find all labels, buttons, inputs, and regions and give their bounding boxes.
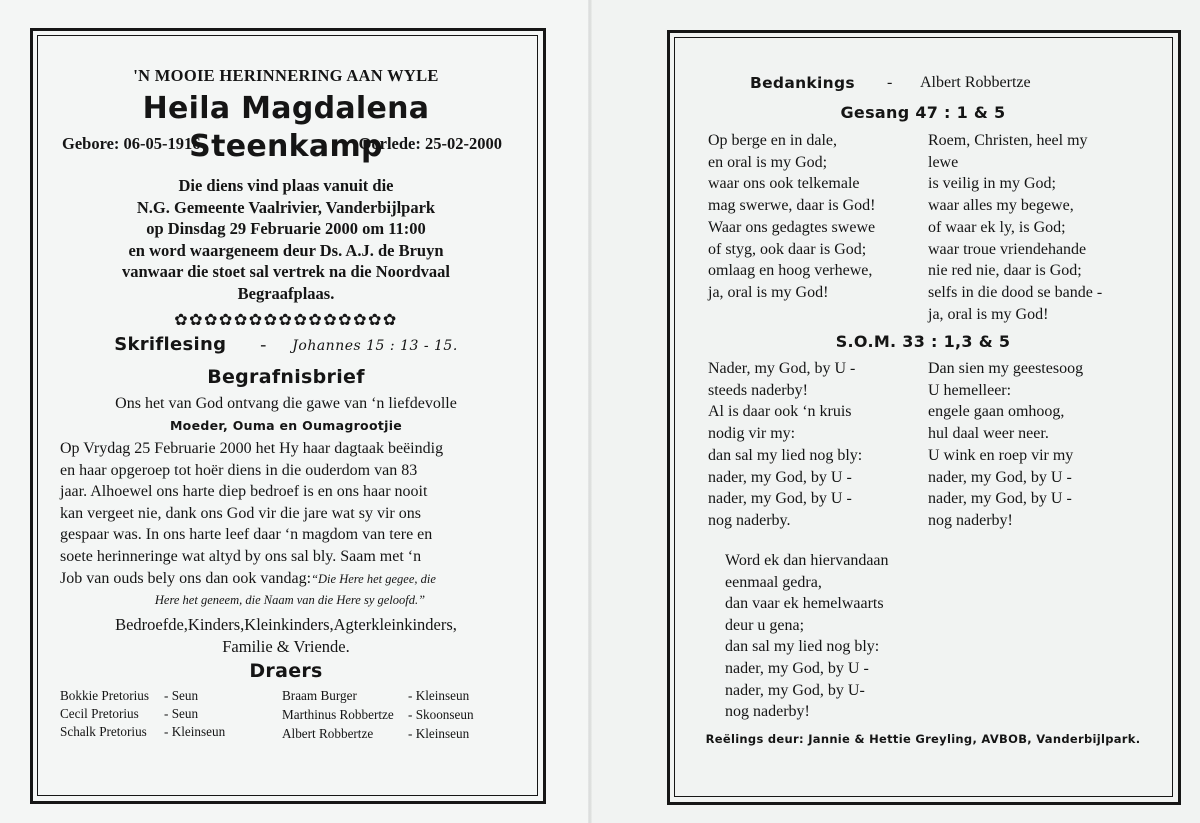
family-line: Familie & Vriende. bbox=[222, 636, 350, 656]
verse-line: deur u gena; bbox=[725, 616, 805, 634]
memorial-heading: 'N MOOIE HERINNERING AAN WYLE bbox=[133, 66, 439, 85]
service-details bbox=[42, 175, 530, 305]
verse-line: ja, oral is my God! bbox=[928, 305, 1049, 323]
letter-line: jaar. Alhoewel ons harte diep bedroef is en ons haar nooit bbox=[60, 483, 428, 501]
service-line: Die diens vind plaas vanuit die bbox=[178, 176, 394, 195]
hymn-2-verse-5 bbox=[725, 550, 889, 723]
hymn-2-title: S.O.M. 33 : 1,3 & 5 bbox=[835, 332, 1011, 351]
verse-line: dan vaar ek hemelwaarts bbox=[725, 595, 884, 613]
letter-last-text: Job van ouds bely ons dan ook vandag: bbox=[60, 569, 312, 587]
verse-line: lewe bbox=[928, 153, 959, 171]
bearer-name: Schalk Pretorius bbox=[60, 724, 147, 739]
verse-line: nader, my God, by U - bbox=[708, 468, 852, 486]
bearer-role: - Seun bbox=[164, 688, 199, 703]
thanks-label: Bedankings bbox=[750, 74, 855, 92]
verse-line: Al is daar ook ‘n kruis bbox=[708, 403, 852, 421]
verse-line: U wink en roep vir my bbox=[928, 446, 1074, 464]
scripture-quote: “Die Here het gegee, die bbox=[311, 571, 436, 586]
bearer-role: - Kleinseun bbox=[408, 726, 470, 741]
verse-line: nader, my God, by U- bbox=[725, 681, 865, 699]
dates-row bbox=[62, 134, 502, 154]
verse-line: dan sal my lied nog bly: bbox=[708, 446, 863, 464]
verse-line: dan sal my lied nog bly: bbox=[725, 638, 880, 656]
bearer-role: - Kleinseun bbox=[164, 724, 226, 739]
verse-line: Op berge en in dale, bbox=[708, 132, 837, 149]
bearer-role: - Skoonseun bbox=[408, 707, 474, 722]
deceased-name: Heila Magdalena Steenkamp bbox=[142, 91, 430, 164]
verse-line: selfs in die dood se bande - bbox=[928, 283, 1103, 301]
letter-body bbox=[60, 438, 520, 612]
letter-title: Begrafnisbrief bbox=[207, 366, 365, 388]
hymn-2-verse-3 bbox=[928, 358, 1083, 532]
verse-line: waar troue vriendehande bbox=[928, 240, 1087, 258]
verse-line: waar ons ook telkemale bbox=[708, 175, 860, 193]
letter-intro: Ons het van God ontvang die gawe van ‘n liefdevolle bbox=[115, 395, 457, 412]
verse-line: waar alles my begewe, bbox=[928, 197, 1074, 215]
verse-line: nader, my God, by U - bbox=[928, 468, 1072, 486]
verse-line: nodig vir my: bbox=[708, 425, 796, 443]
bearer-role: - Seun bbox=[164, 706, 199, 721]
bearer-name: Cecil Pretorius bbox=[60, 706, 139, 721]
verse-line: ja, oral is my God! bbox=[708, 283, 829, 301]
bearer-name: Albert Robbertze bbox=[282, 726, 374, 741]
thanks-name: Albert Robbertze bbox=[920, 74, 1031, 91]
bearers-title: Draers bbox=[249, 660, 323, 682]
letter-line: Op Vrydag 25 Februarie 2000 het Hy haar dagtaak beëindig bbox=[60, 440, 444, 457]
bearer-name: Marthinus Robbertze bbox=[282, 707, 394, 722]
verse-line: eenmaal gedra, bbox=[725, 573, 822, 591]
flower-divider: ✿✿✿✿✿✿✿✿✿✿✿✿✿✿✿ bbox=[174, 312, 398, 329]
birth-date: Gebore: 06-05-1916 bbox=[62, 134, 201, 153]
service-line: N.G. Gemeente Vaalrivier, Vanderbijlpark bbox=[136, 197, 436, 217]
verse-line: of waar ek ly, is God; bbox=[928, 218, 1066, 236]
verse-line: Word ek dan hiervandaan bbox=[725, 552, 889, 569]
scripture-reading bbox=[42, 334, 530, 355]
service-line: op Dinsdag 29 Februarie 2000 om 11:00 bbox=[146, 219, 426, 239]
service-line: en word waargeneem deur Ds. A.J. de Bruyn bbox=[128, 240, 444, 260]
verse-line: Roem, Christen, heel my bbox=[928, 132, 1088, 149]
bearer-name: Braam Burger bbox=[282, 688, 357, 703]
verse-line: Nader, my God, by U - bbox=[708, 360, 856, 377]
hymn-1-title: Gesang 47 : 1 & 5 bbox=[840, 103, 1006, 122]
reading-dash: - bbox=[260, 334, 267, 354]
verse-line: engele gaan omhoog, bbox=[928, 403, 1065, 421]
letter-line bbox=[60, 568, 520, 591]
verse-line: hul daal weer neer. bbox=[928, 425, 1049, 443]
verse-line: is veilig in my God; bbox=[928, 175, 1056, 193]
hymn-1-verse-1 bbox=[708, 130, 876, 304]
page-fold bbox=[588, 0, 592, 823]
verse-line: nog naderby! bbox=[725, 703, 810, 721]
verse-line: nog naderby! bbox=[928, 511, 1013, 529]
verse-line: Dan sien my geestesoog bbox=[928, 360, 1084, 377]
hymn-2-verse-1 bbox=[708, 358, 862, 532]
scripture-quote-continued: Here het geneem, die Naam van die Here sy geloofd.” bbox=[154, 593, 426, 608]
reading-reference: Johannes 15 : 13 - 15. bbox=[292, 338, 458, 354]
letter-line: soete herinneringe wat altyd by ons sal bly. Saam met ‘n bbox=[60, 547, 422, 565]
reading-label: Skriflesing bbox=[114, 334, 227, 355]
verse-line: U hemelleer: bbox=[928, 381, 1012, 399]
family-line: Bedroefde,Kinders,Kleinkinders,Agterkleinkinders, bbox=[115, 615, 457, 634]
verse-line: nader, my God, by U - bbox=[725, 659, 869, 677]
funeral-credits: Reëlings deur: Jannie & Hettie Greyling, AVBOB, Vanderbijlpark. bbox=[705, 732, 1141, 746]
bearer-name: Bokkie Pretorius bbox=[60, 688, 150, 703]
verse-line: nog naderby. bbox=[708, 511, 791, 529]
verse-line: Waar ons gedagtes swewe bbox=[708, 218, 876, 236]
verse-line: nie red nie, daar is God; bbox=[928, 262, 1082, 280]
bearer-role: - Kleinseun bbox=[408, 688, 470, 703]
verse-line: of styg, ook daar is God; bbox=[708, 240, 867, 258]
verse-line: nader, my God, by U - bbox=[928, 490, 1072, 508]
verse-line: nader, my God, by U - bbox=[708, 490, 852, 508]
letter-relations: Moeder, Ouma en Oumagrootjie bbox=[169, 418, 403, 433]
service-line: vanwaar die stoet sal vertrek na die Noordvaal bbox=[122, 262, 450, 282]
letter-line: kan vergeet nie, dank ons God vir die jare wat sy vir ons bbox=[60, 504, 421, 522]
verse-line: mag swerwe, daar is God! bbox=[708, 197, 876, 215]
thanks-dash: - bbox=[887, 74, 893, 91]
family-signature bbox=[42, 614, 530, 657]
death-date: Oorlede: 25-02-2000 bbox=[358, 134, 502, 153]
verse-line: en oral is my God; bbox=[708, 153, 828, 171]
verse-line: steeds naderby! bbox=[708, 381, 808, 399]
letter-line: en haar opgeroep tot hoër diens in die ouderdom van 83 bbox=[60, 461, 418, 479]
letter-line: gespaar was. In ons harte leef daar ‘n magdom van tere en bbox=[60, 526, 433, 544]
hymn-1-verse-5 bbox=[928, 130, 1102, 325]
verse-line: omlaag en hoog verhewe, bbox=[708, 262, 873, 280]
service-line: Begraafplaas. bbox=[237, 283, 335, 303]
